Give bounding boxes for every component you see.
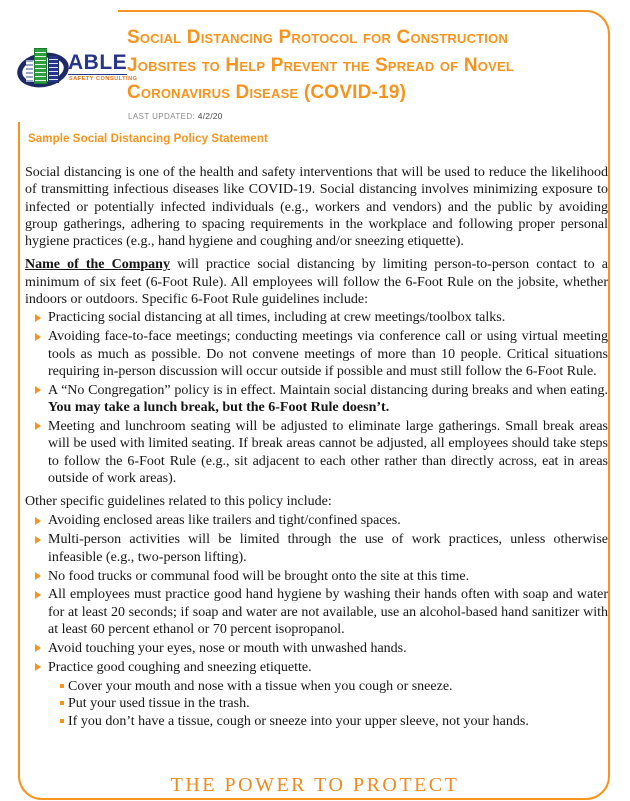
sub-list-item [60, 713, 608, 730]
square-bullet-icon [60, 701, 64, 705]
list-item-text: Avoiding face-to-face meetings; conducting meetings via conference call or using virtual meeting tools as much as possible. Do not convene meetings of more than 10 people. Critical situations requiring in-person discussion will occur outside if possible and must still follow the 6-Foot Rule. [48, 329, 608, 379]
logo-building-icon [34, 48, 47, 84]
list-item [25, 640, 608, 657]
policy-paragraph-rest: will practice social distancing by limiting person-to-person contact to a minimum of six feet (6-Foot Rule). All employees will follow the 6-Foot Rule on the jobsite, whether indoors or outdoors. Specific 6-Foot Rule guidelines include: [25, 257, 608, 308]
sub-list-item [60, 695, 608, 712]
square-bullet-icon [60, 719, 64, 723]
arrow-bullet-icon [35, 644, 41, 652]
arrow-bullet-icon [35, 572, 41, 580]
list-item-text: No food trucks or communal food will be brought onto the site at this time. [48, 568, 470, 584]
title-line-2: Jobsites to Help Prevent the Spread of Novel [127, 54, 514, 76]
logo-building-icon [26, 60, 33, 82]
list-item-text: Practice good coughing and sneezing etiquette. [48, 659, 312, 675]
able-safety-logo [16, 42, 138, 98]
arrow-bullet-icon [35, 386, 41, 394]
sub-list-item [60, 678, 608, 695]
arrow-bullet-icon [35, 591, 41, 599]
policy-paragraph [25, 256, 608, 308]
list-item [25, 309, 608, 326]
list-item-text: Practicing social distancing at all times, including at crew meetings/toolbox talks. [48, 310, 506, 326]
list-item-text: Multi-person activities will be limited through the use of work practices, unless otherwise infeasible (e.g., two-person lifting). [48, 532, 608, 565]
list-item-bold-text: You may take a lunch break, but the 6-Foot Rule doesn’t. [48, 400, 390, 416]
arrow-bullet-icon [35, 333, 41, 341]
last-updated-value: 4/2/20 [197, 111, 223, 121]
list-item [25, 568, 608, 585]
arrow-bullet-icon [35, 536, 41, 544]
list-item [25, 531, 608, 566]
section-heading: Sample Social Distancing Policy Statement [28, 133, 268, 145]
list-item-text: Avoid touching your eyes, nose or mouth with unwashed hands. [48, 640, 407, 656]
last-updated-label: LAST UPDATED: [128, 112, 196, 121]
list-item [25, 418, 608, 487]
document-title [127, 24, 613, 107]
list-item [25, 512, 608, 529]
arrow-bullet-icon [35, 422, 41, 430]
list-item [25, 659, 608, 676]
list-item-text: All employees must practice good hand hygiene by washing their hands often with soap and water for at least 20 seconds; if soap and water are not available, use an alcohol-based hand sanitizer with at least 60 percent ethanol or 70 percent isopropanol. [48, 587, 608, 637]
sub-list-item-text: If you don’t have a tissue, cough or sneeze into your upper sleeve, not your hands. [68, 714, 529, 730]
list-item-text: Meeting and lunchroom seating will be adjusted to eliminate large gatherings. Small break areas will be used with limited seating. If break areas cannot be adjusted, all employees should take steps to follow the 6-Foot Rule (e.g., sit adjacent to each other rather than directly across, eat in areas outside of work areas). [48, 418, 608, 486]
document-body [25, 164, 608, 731]
sub-list-item-text: Put your used tissue in the trash. [68, 696, 250, 712]
list-item [25, 328, 608, 380]
policy-company-name: Name of the Company [25, 257, 170, 273]
arrow-bullet-icon [35, 314, 41, 322]
list-item-text: A “No Congregation” policy is in effect. Maintain social distancing during breaks and when eating. [48, 382, 608, 398]
intro-paragraph: Social distancing is one of the health and safety interventions that will be used to reduce the likelihood of transmitting infectious diseases like COVID-19. Social distancing involves minimizing exposure to infected or potentially infected individuals (e.g., workers and vendors) and the public by avoiding group gatherings, adhering to spacing requirements in the workplace and following proper personal hygiene practices (e.g., hand hygiene and coughing and/or sneezing etiquette). [25, 165, 608, 250]
other-guidelines-heading: Other specific guidelines related to this policy include: [25, 494, 332, 510]
logo-brand-text: ABLE [68, 51, 128, 74]
list-item [25, 382, 608, 417]
logo-building-icon [48, 55, 59, 83]
last-updated [128, 111, 223, 121]
six-foot-rule-list [25, 309, 608, 487]
list-item-text: Avoiding enclosed areas like trailers and tight/confined spaces. [48, 513, 401, 529]
etiquette-sublist [25, 678, 608, 731]
other-guidelines-list [25, 512, 608, 676]
arrow-bullet-icon [35, 663, 41, 671]
square-bullet-icon [60, 684, 64, 688]
footer-tagline: THE POWER TO PROTECT [170, 774, 460, 796]
logo-tagline-text: SAFETY CONSULTING [69, 76, 138, 82]
title-line-1: Social Distancing Protocol for Construction [127, 27, 509, 48]
sub-list-item-text: Cover your mouth and nose with a tissue when you cough or sneeze. [68, 678, 453, 694]
arrow-bullet-icon [35, 517, 41, 525]
title-line-3: Coronavirus Disease (COVID-19) [127, 82, 407, 103]
list-item [25, 586, 608, 638]
